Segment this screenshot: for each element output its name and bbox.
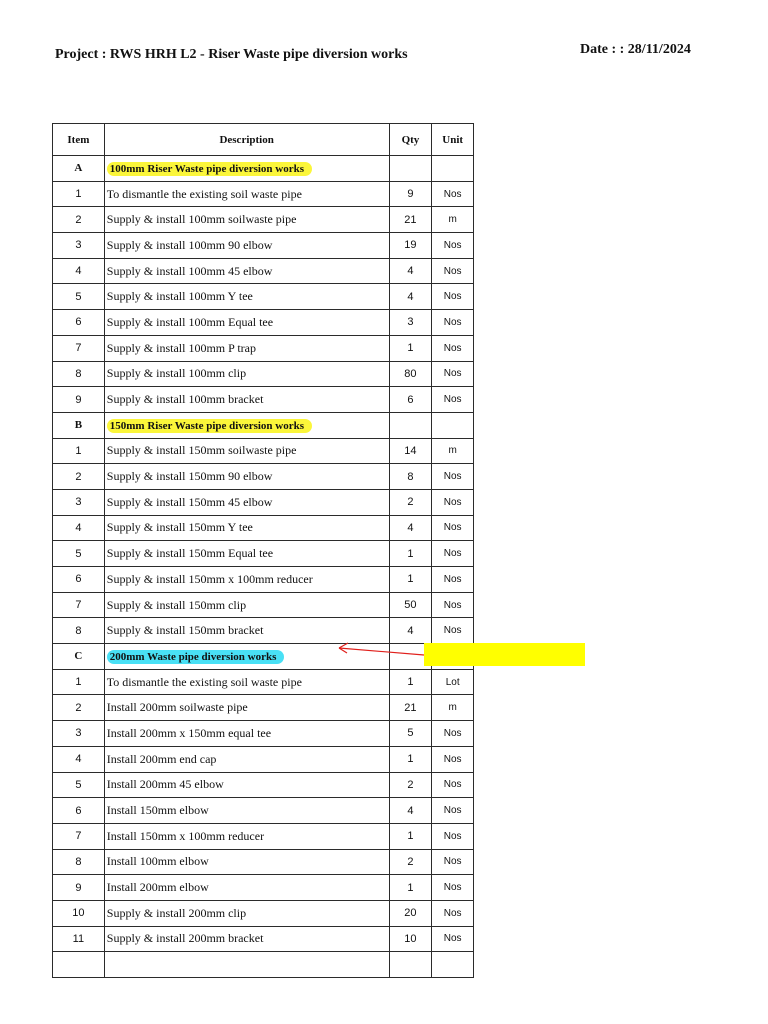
qty-cell: 6 xyxy=(389,387,432,413)
unit-cell: Nos xyxy=(432,746,474,772)
table-row xyxy=(53,592,474,618)
table-row xyxy=(53,669,474,695)
description-cell: Install 150mm elbow xyxy=(104,798,389,824)
qty-cell: 1 xyxy=(389,567,432,593)
item-cell: 4 xyxy=(53,746,105,772)
item-cell: 7 xyxy=(53,335,105,361)
item-cell: 1 xyxy=(53,669,105,695)
qty-cell: 4 xyxy=(389,258,432,284)
table-row xyxy=(53,798,474,824)
yellow-highlight-box xyxy=(424,643,585,666)
qty-cell: 2 xyxy=(389,489,432,515)
qty-cell: 1 xyxy=(389,541,432,567)
description-cell: Supply & install 150mm x 100mm reducer xyxy=(104,567,389,593)
qty-cell xyxy=(389,156,432,182)
table-header-row xyxy=(53,124,474,156)
description-cell: Supply & install 150mm Y tee xyxy=(104,515,389,541)
item-cell: 7 xyxy=(53,823,105,849)
qty-cell: 4 xyxy=(389,284,432,310)
description-cell: Install 200mm x 150mm equal tee xyxy=(104,721,389,747)
unit-cell: Nos xyxy=(432,181,474,207)
section-row xyxy=(53,412,474,438)
table-row xyxy=(53,361,474,387)
item-cell: 6 xyxy=(53,567,105,593)
unit-cell xyxy=(432,156,474,182)
description-cell: Install 100mm elbow xyxy=(104,849,389,875)
description-cell: Supply & install 150mm clip xyxy=(104,592,389,618)
qty-cell: 1 xyxy=(389,746,432,772)
item-cell: 11 xyxy=(53,926,105,952)
item-cell xyxy=(53,952,105,978)
item-cell: 9 xyxy=(53,875,105,901)
description-cell: Install 200mm elbow xyxy=(104,875,389,901)
item-cell: 1 xyxy=(53,181,105,207)
qty-cell: 5 xyxy=(389,721,432,747)
unit-cell xyxy=(432,952,474,978)
table-row xyxy=(53,207,474,233)
description-cell: Supply & install 100mm 90 elbow xyxy=(104,233,389,259)
qty-cell: 8 xyxy=(389,464,432,490)
description-cell: Install 150mm x 100mm reducer xyxy=(104,823,389,849)
unit-cell: Lot xyxy=(432,669,474,695)
unit-cell: Nos xyxy=(432,361,474,387)
unit-cell: Nos xyxy=(432,798,474,824)
item-cell: 5 xyxy=(53,541,105,567)
table-row xyxy=(53,181,474,207)
unit-cell: Nos xyxy=(432,567,474,593)
unit-cell: Nos xyxy=(432,592,474,618)
qty-cell: 4 xyxy=(389,798,432,824)
qty-cell xyxy=(389,952,432,978)
col-header-unit: Unit xyxy=(432,124,474,156)
qty-cell: 2 xyxy=(389,772,432,798)
item-cell: 4 xyxy=(53,258,105,284)
item-cell: 3 xyxy=(53,721,105,747)
qty-cell: 21 xyxy=(389,695,432,721)
description-cell: Supply & install 150mm Equal tee xyxy=(104,541,389,567)
item-cell: 5 xyxy=(53,772,105,798)
table-row xyxy=(53,721,474,747)
description-cell: Install 200mm 45 elbow xyxy=(104,772,389,798)
qty-cell: 9 xyxy=(389,181,432,207)
description-cell: Supply & install 150mm soilwaste pipe xyxy=(104,438,389,464)
item-cell: 8 xyxy=(53,361,105,387)
table-row xyxy=(53,464,474,490)
unit-cell: Nos xyxy=(432,310,474,336)
qty-cell: 1 xyxy=(389,823,432,849)
qty-cell: 3 xyxy=(389,310,432,336)
unit-cell: Nos xyxy=(432,284,474,310)
description-cell: Supply & install 100mm soilwaste pipe xyxy=(104,207,389,233)
unit-cell: Nos xyxy=(432,387,474,413)
qty-cell: 1 xyxy=(389,335,432,361)
unit-cell: Nos xyxy=(432,335,474,361)
item-cell: A xyxy=(53,156,105,182)
unit-cell: m xyxy=(432,207,474,233)
table-body xyxy=(53,156,474,978)
item-cell: 5 xyxy=(53,284,105,310)
table-row xyxy=(53,310,474,336)
unit-cell: Nos xyxy=(432,823,474,849)
unit-cell: Nos xyxy=(432,849,474,875)
table-row xyxy=(53,489,474,515)
unit-cell: Nos xyxy=(432,541,474,567)
section-title: 150mm Riser Waste pipe diversion works xyxy=(107,419,312,433)
item-cell: 7 xyxy=(53,592,105,618)
unit-cell: Nos xyxy=(432,926,474,952)
table-row xyxy=(53,849,474,875)
table-row xyxy=(53,900,474,926)
unit-cell: Nos xyxy=(432,515,474,541)
section-title: 100mm Riser Waste pipe diversion works xyxy=(107,162,312,176)
qty-cell: 10 xyxy=(389,926,432,952)
table-row xyxy=(53,695,474,721)
qty-cell: 2 xyxy=(389,849,432,875)
item-cell: 3 xyxy=(53,489,105,515)
table-row xyxy=(53,875,474,901)
document-date: Date : : 28/11/2024 xyxy=(580,42,691,57)
qty-cell xyxy=(389,412,432,438)
qty-cell: 1 xyxy=(389,669,432,695)
description-cell: Supply & install 100mm P trap xyxy=(104,335,389,361)
table-row xyxy=(53,335,474,361)
unit-cell: Nos xyxy=(432,721,474,747)
unit-cell: m xyxy=(432,695,474,721)
table-row xyxy=(53,515,474,541)
description-cell: Install 200mm end cap xyxy=(104,746,389,772)
item-cell: 10 xyxy=(53,900,105,926)
description-cell: Supply & install 100mm clip xyxy=(104,361,389,387)
item-cell: 1 xyxy=(53,438,105,464)
qty-cell: 20 xyxy=(389,900,432,926)
item-cell: 6 xyxy=(53,310,105,336)
qty-cell: 80 xyxy=(389,361,432,387)
description-cell: To dismantle the existing soil waste pipe xyxy=(104,669,389,695)
col-header-item: Item xyxy=(53,124,105,156)
description-cell xyxy=(104,156,389,182)
item-cell: 2 xyxy=(53,695,105,721)
unit-cell: Nos xyxy=(432,900,474,926)
table-row xyxy=(53,233,474,259)
table-row xyxy=(53,823,474,849)
item-cell: C xyxy=(53,644,105,670)
table-row xyxy=(53,387,474,413)
unit-cell: Nos xyxy=(432,464,474,490)
unit-cell: Nos xyxy=(432,233,474,259)
table-row xyxy=(53,541,474,567)
table-row xyxy=(53,746,474,772)
table-row xyxy=(53,926,474,952)
qty-cell: 4 xyxy=(389,515,432,541)
col-header-qty: Qty xyxy=(389,124,432,156)
description-cell: To dismantle the existing soil waste pipe xyxy=(104,181,389,207)
project-title: Project : RWS HRH L2 - Riser Waste pipe diversion works xyxy=(55,47,408,62)
table-row xyxy=(53,438,474,464)
item-cell: B xyxy=(53,412,105,438)
item-cell: 3 xyxy=(53,233,105,259)
unit-cell: Nos xyxy=(432,489,474,515)
item-cell: 8 xyxy=(53,618,105,644)
description-cell xyxy=(104,952,389,978)
item-cell: 6 xyxy=(53,798,105,824)
description-cell: Supply & install 200mm clip xyxy=(104,900,389,926)
description-cell: Supply & install 100mm 45 elbow xyxy=(104,258,389,284)
item-cell: 9 xyxy=(53,387,105,413)
unit-cell: m xyxy=(432,438,474,464)
table-row xyxy=(53,567,474,593)
red-arrow-annotation xyxy=(334,640,426,660)
unit-cell: Nos xyxy=(432,772,474,798)
unit-cell: Nos xyxy=(432,618,474,644)
qty-cell: 14 xyxy=(389,438,432,464)
description-cell: Supply & install 150mm 90 elbow xyxy=(104,464,389,490)
item-cell: 2 xyxy=(53,207,105,233)
unit-cell: Nos xyxy=(432,258,474,284)
table-row xyxy=(53,284,474,310)
description-cell: Supply & install 150mm bracket xyxy=(104,618,389,644)
description-cell xyxy=(104,412,389,438)
col-header-description: Description xyxy=(104,124,389,156)
qty-cell: 21 xyxy=(389,207,432,233)
description-cell: Supply & install 100mm Equal tee xyxy=(104,310,389,336)
qty-cell: 50 xyxy=(389,592,432,618)
description-cell: Supply & install 100mm Y tee xyxy=(104,284,389,310)
description-cell: Install 200mm soilwaste pipe xyxy=(104,695,389,721)
qty-cell: 1 xyxy=(389,875,432,901)
section-row xyxy=(53,156,474,182)
qty-cell: 4 xyxy=(389,618,432,644)
table-row xyxy=(53,258,474,284)
description-cell: Supply & install 200mm bracket xyxy=(104,926,389,952)
table-row xyxy=(53,952,474,978)
qty-cell: 19 xyxy=(389,233,432,259)
item-cell: 4 xyxy=(53,515,105,541)
table-row xyxy=(53,772,474,798)
unit-cell xyxy=(432,412,474,438)
item-cell: 2 xyxy=(53,464,105,490)
unit-cell: Nos xyxy=(432,875,474,901)
description-cell: Supply & install 150mm 45 elbow xyxy=(104,489,389,515)
section-title: 200mm Waste pipe diversion works xyxy=(107,650,285,664)
description-cell: Supply & install 100mm bracket xyxy=(104,387,389,413)
item-cell: 8 xyxy=(53,849,105,875)
boq-table xyxy=(52,123,474,978)
